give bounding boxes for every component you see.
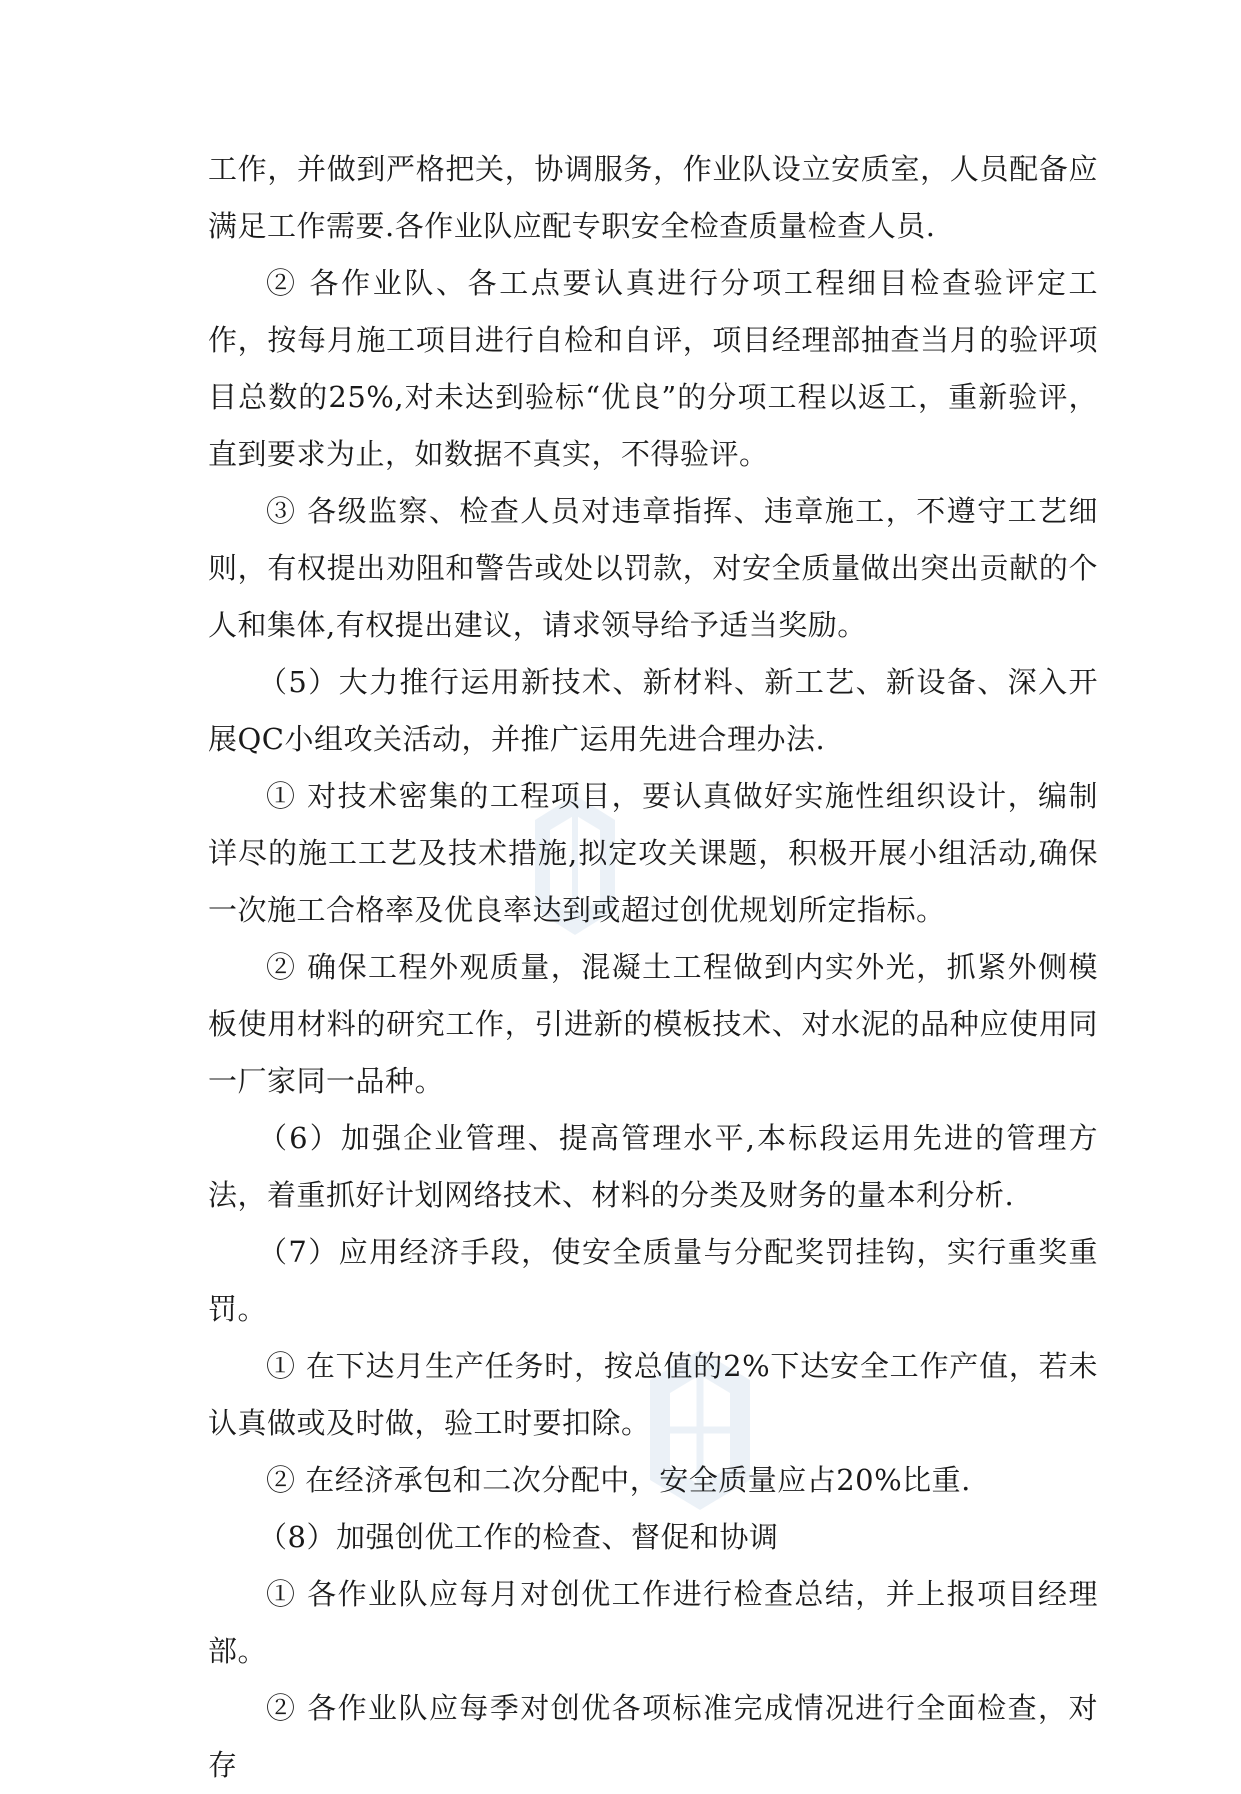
paragraph-item: ① 各作业队应每月对创优工作进行检查总结，并上报项目经理部。 [208,1577,1098,1668]
paragraph-item: ① 在下达月生产任务时，按总值的2%下达安全工作产值，若未认真做或及时做，验工时要扣除。 [208,1349,1098,1440]
paragraph-section: （7）应用经济手段，使安全质量与分配奖罚挂钩，实行重奖重罚。 [208,1235,1098,1326]
paragraph-item: ③ 各级监察、检查人员对违章指挥、违章施工，不遵守工艺细则，有权提出劝阻和警告或处以罚款，对安全质量做出突出贡献的个人和集体,有权提出建议，请求领导给予适当奖励。 [208,494,1098,642]
paragraph-section: （8）加强创优工作的检查、督促和协调 [258,1520,779,1554]
paragraph-item: ② 各作业队应每季对创优各项标准完成情况进行全面检查，对存 [208,1691,1098,1782]
paragraph-continuation: 工作，并做到严格把关，协调服务，作业队设立安质室，人员配备应满足工作需要.各作业队应配专职安全检查质量检查人员. [208,152,1098,243]
paragraph-section: （5）大力推行运用新技术、新材料、新工艺、新设备、深入开展QC小组攻关活动，并推广运用先进合理办法. [208,665,1098,756]
paragraph-item: ① 对技术密集的工程项目，要认真做好实施性组织设计，编制详尽的施工工艺及技术措施,拟定攻关课题，积极开展小组活动,确保一次施工合格率及优良率达到或超过创优规划所定指标。 [208,779,1098,927]
paragraph-item: ② 确保工程外观质量，混凝土工程做到内实外光，抓紧外侧模板使用材料的研究工作，引进新的模板技术、对水泥的品种应使用同一厂家同一品种。 [208,950,1098,1098]
document-body [208,141,1098,1794]
paragraph-item: ② 在经济承包和二次分配中，安全质量应占20%比重. [266,1463,971,1497]
paragraph-section: （6）加强企业管理、提高管理水平,本标段运用先进的管理方法，着重抓好计划网络技术、材料的分类及财务的量本利分析. [208,1121,1098,1212]
paragraph-item: ② 各作业队、各工点要认真进行分项工程细目检查验评定工作，按每月施工项目进行自检和自评，项目经理部抽查当月的验评项目总数的25%,对未达到验标“优良”的分项工程以返工，重新验评，直到要求为止，如数据不真实，不得验评。 [208,266,1098,471]
